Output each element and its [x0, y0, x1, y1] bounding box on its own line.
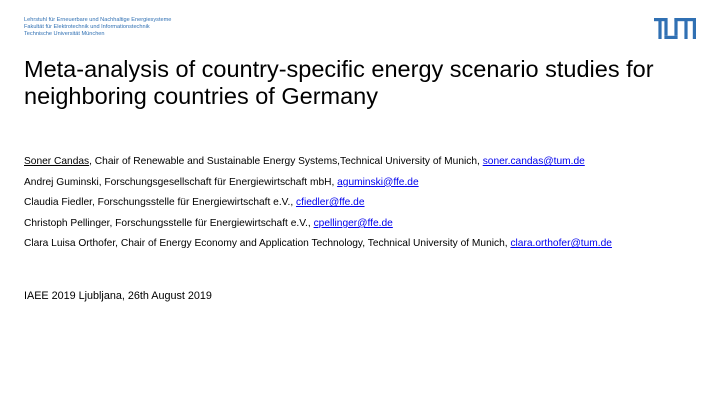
chair-name: Lehrstuhl für Erneuerbare und Nachhaltige Energiesysteme	[24, 17, 172, 23]
author-email-link[interactable]: cfiedler@ffe.de	[296, 197, 365, 209]
author-email-link[interactable]: soner.candas@tum.de	[482, 156, 585, 167]
author-list	[24, 152, 612, 255]
author-entry	[24, 193, 612, 214]
chair-header	[24, 17, 171, 39]
author-email-link[interactable]: clara.orthofer@tum.de	[510, 238, 612, 250]
title-line-2: neighboring countries of Germany	[24, 83, 379, 109]
author-name: Christoph Pellinger	[24, 217, 110, 229]
event-info: IAEE 2019 Ljubljana, 26th August 2019	[24, 290, 212, 302]
author-affiliation: , Forschungsstelle für Energiewirtschaft e.V.,	[91, 197, 297, 209]
presentation-title	[24, 56, 664, 110]
tum-logo	[654, 18, 696, 39]
title-line-1: Meta-analysis of country-specific energy scenario studies for	[24, 56, 654, 82]
author-name: Soner Candas	[24, 156, 90, 167]
author-entry	[24, 234, 612, 255]
author-entry	[24, 152, 612, 173]
author-name: Andrej Guminski	[24, 176, 99, 188]
author-entry	[24, 173, 612, 194]
author-affiliation: , Forschungsstelle für Energiewirtschaft e.V.,	[109, 217, 314, 229]
author-email-link[interactable]: cpellinger@ffe.de	[313, 217, 393, 229]
university-name: Technische Universität München	[24, 31, 105, 38]
faculty-name: Fakultät für Elektrotechnik und Informationstechnik	[24, 24, 150, 31]
author-name: Clara Luisa Orthofer	[24, 238, 116, 250]
author-affiliation: , Forschungsgesellschaft für Energiewirtschaft mbH,	[98, 176, 338, 188]
author-affiliation: , Chair of Energy Economy and Application Technology, Technical University of Munich,	[115, 238, 511, 250]
author-entry	[24, 214, 612, 235]
author-name: Claudia Fiedler	[24, 197, 92, 209]
author-email-link[interactable]: aguminski@ffe.de	[337, 176, 419, 188]
author-affiliation: , Chair of Renewable and Sustainable Energy Systems,Technical University of Munich,	[89, 156, 483, 167]
